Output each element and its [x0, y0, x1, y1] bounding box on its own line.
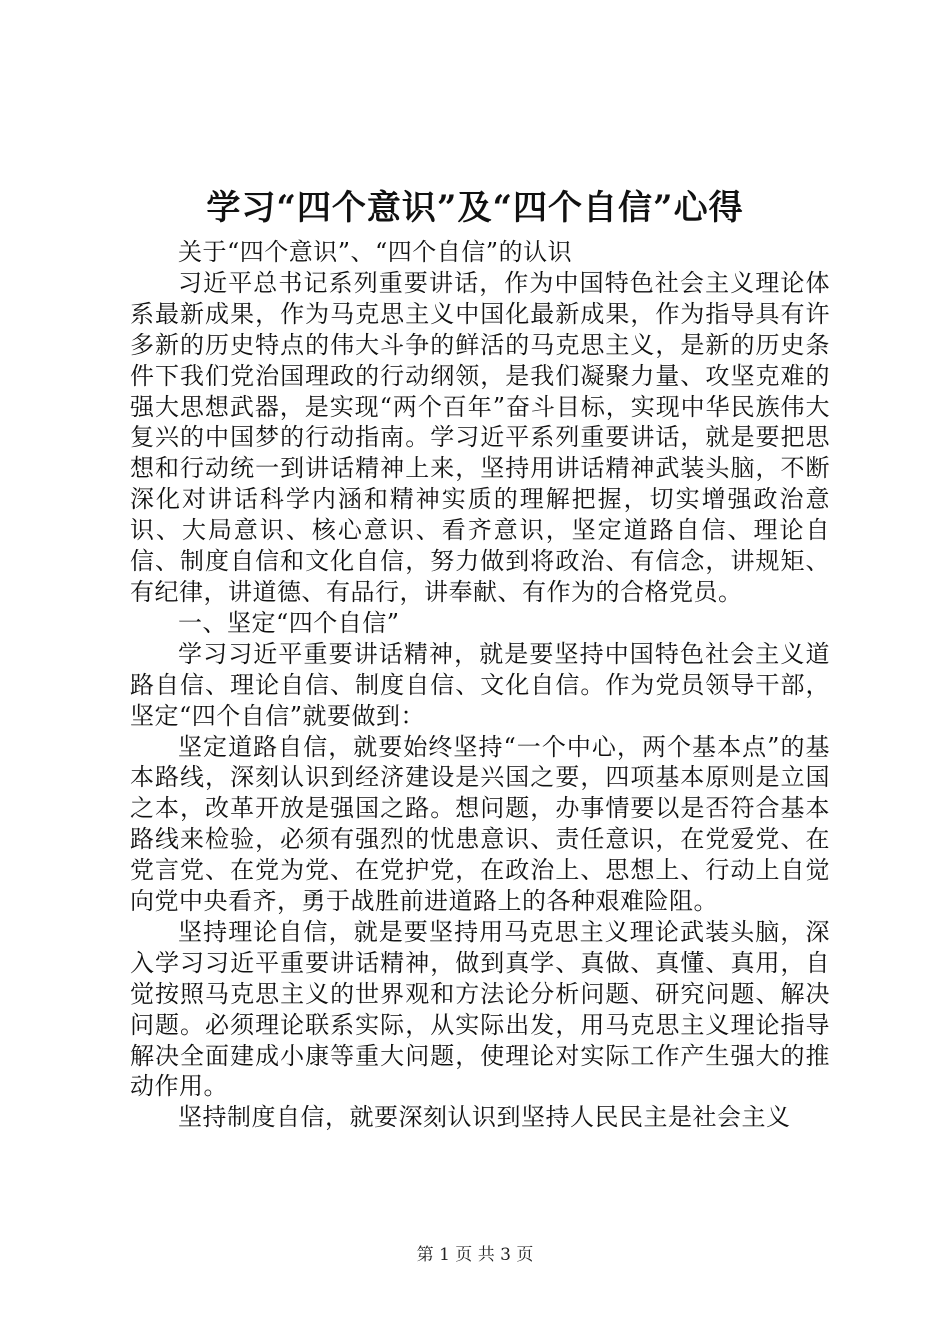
document-title: 学习“四个意识”及“四个自信”心得: [206, 188, 744, 228]
paragraph-intro: 习近平总书记系列重要讲话，作为中国特色社会主义理论体系最新成果，作为马克思主义中国化最新成果，作为指导具有许多新的历史特点的伟大斗争的鲜活的马克思主义，是新的历史条件下我们党治国理政的行动纲领，是我们凝聚力量、攻坚克难的强大思想武器，是实现“两个百年”奋斗目标，实现中华民族伟大复兴的中国梦的行动指南。学习近平系列重要讲话，就是要把思想和行动统一到讲话精神上来，坚持用讲话精神武装头脑，不断深化对讲话科学内涵和精神实质的理解把握，切实增强政治意识、大局意识、核心意识、看齐意识，坚定道路自信、理论自信、制度自信和文化自信，努力做到将政治、有信念，讲规矩、有纪律，讲道德、有品行，讲奉献、有作为的合格党员。: [130, 268, 830, 606]
document-body: [130, 237, 830, 1133]
page-number-footer: 第 1 页 共 3 页: [416, 1245, 534, 1265]
paragraph: 学习习近平重要讲话精神，就是要坚持中国特色社会主义道路自信、理论自信、制度自信、文化自信。作为党员领导干部，坚定“四个自信”就要做到：: [130, 639, 830, 730]
paragraph: 坚持理论自信，就是要坚持用马克思主义理论武装头脑，深入学习习近平重要讲话精神，做到真学、真做、真懂、真用，自觉按照马克思主义的世界观和方法论分析问题、研究问题、解决问题。必须理论联系实际，从实际出发，用马克思主义理论指导解决全面建成小康等重大问题，使理论对实际工作产生强大的推动作用。: [130, 917, 830, 1101]
paragraph: 坚定道路自信，就要始终坚持“一个中心，两个基本点”的基本路线，深刻认识到经济建设是兴国之要，四项基本原则是立国之本，改革开放是强国之路。想问题，办事情要以是否符合基本路线来检验，必须有强烈的忧患意识、责任意识，在党爱党、在党言党、在党为党、在党护党，在政治上、思想上、行动上自觉向党中央看齐，勇于战胜前进道路上的各种艰难险阻。: [130, 732, 830, 916]
section-heading: 一、坚定“四个自信”: [178, 608, 400, 637]
paragraph: 坚持制度自信，就要深刻认识到坚持人民民主是社会主义: [178, 1103, 791, 1132]
paragraph-subheading: 关于“四个意识”、“四个自信”的认识: [178, 238, 573, 266]
